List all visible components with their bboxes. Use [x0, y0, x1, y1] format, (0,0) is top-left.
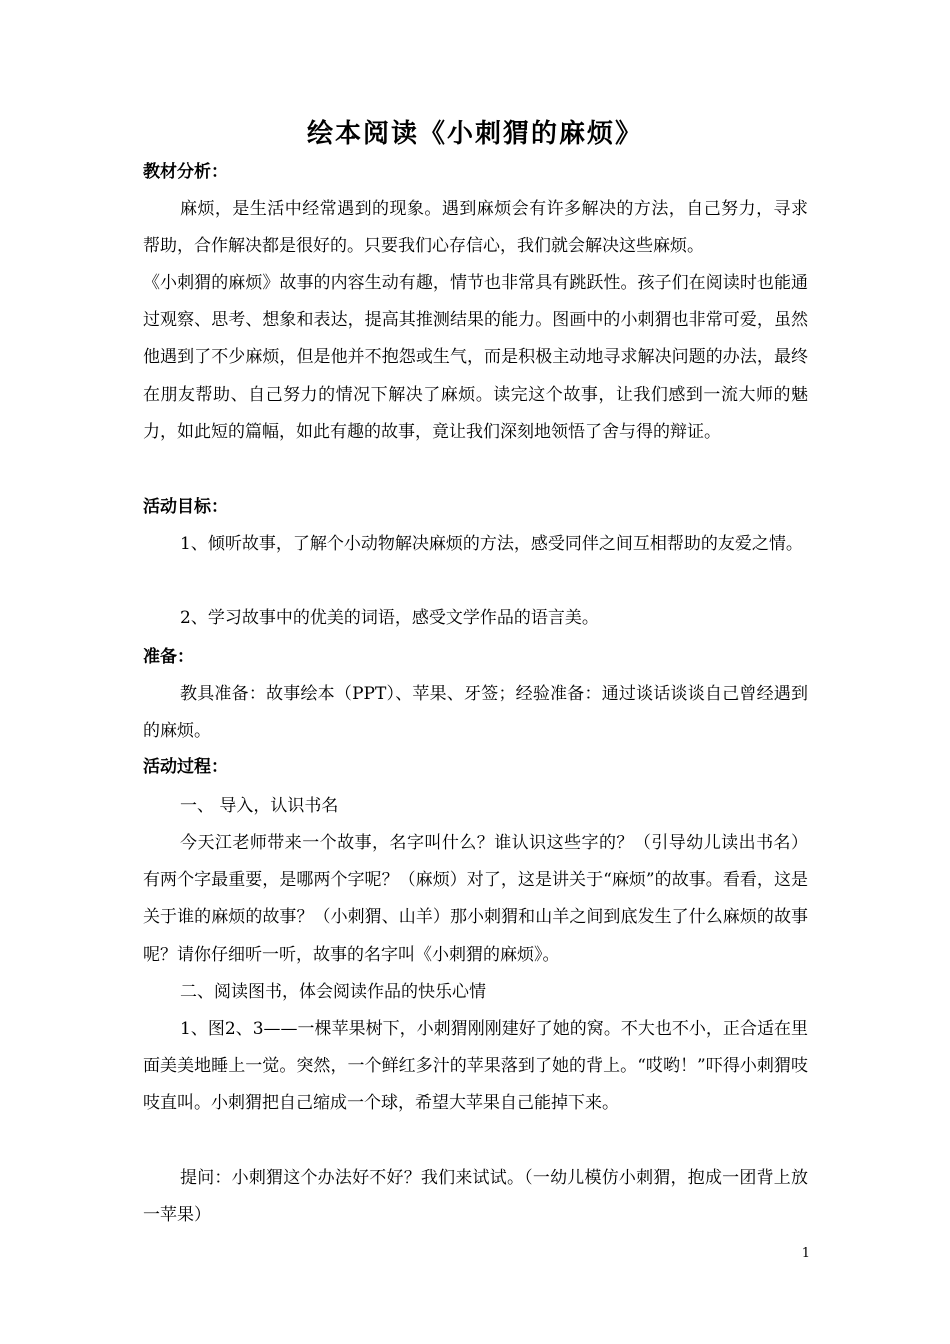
- document-title: 绘本阅读《小刺猬的麻烦》: [306, 119, 643, 149]
- step-1-paragraph: 今天江老师带来一个故事，名字叫什么？谁认识这些字的？（引导幼儿读出书名）有两个字最重要，是哪两个字呢？（麻烦）对了，这是讲关于“麻烦”的故事。看看，这是关于谁的麻烦的故事？（小刺猬、山羊）那小刺猬和山羊之间到底发生了什么麻烦的故事呢？请你仔细听一听，故事的名字叫《小刺猬的麻烦》。: [143, 833, 808, 965]
- step-1-title: 一、 导入，认识书名: [180, 796, 339, 816]
- section-heading-goals: 活动目标：: [143, 497, 228, 517]
- goal-item-1: 1、倾听故事，了解个小动物解决麻烦的方法，感受同伴之间互相帮助的友爱之情。: [180, 534, 803, 554]
- step-2-title: 二、阅读图书，体会阅读作品的快乐心情: [180, 982, 486, 1002]
- goal-item-2: 2、学习故事中的优美的词语，感受文学作品的语言美。: [180, 608, 599, 628]
- step-2-paragraph-2: 提问：小刺猬这个办法好不好？我们来试试。（一幼儿模仿小刺猬，抱成一团背上放一苹果）: [143, 1168, 808, 1226]
- page-number: 1: [801, 1246, 810, 1261]
- section-heading-process: 活动过程：: [143, 757, 228, 777]
- preparation-paragraph: 教具准备：故事绘本（PPT）、苹果、牙签；经验准备：通过谈话谈谈自己曾经遇到的麻烦。: [143, 684, 808, 742]
- section-heading-preparation: 准备：: [143, 647, 194, 667]
- section-heading-analysis: 教材分析：: [143, 162, 228, 182]
- analysis-paragraph-1: 麻烦，是生活中经常遇到的现象。遇到麻烦会有许多解决的方法，自己努力，寻求帮助，合作解决都是很好的。只要我们心存信心，我们就会解决这些麻烦。: [143, 199, 808, 257]
- analysis-paragraph-2: 《小刺猬的麻烦》故事的内容生动有趣，情节也非常具有跳跃性。孩子们在阅读时也能通过观察、思考、想象和表达，提高其推测结果的能力。图画中的小刺猬也非常可爱，虽然他遇到了不少麻烦，但是他并不抱怨或生气，而是积极主动地寻求解决问题的办法，最终在朋友帮助、自己努力的情况下解决了麻烦。读完这个故事，让我们感到一流大师的魅力，如此短的篇幅，如此有趣的故事，竟让我们深刻地领悟了舍与得的辩证。: [143, 273, 808, 442]
- step-2-paragraph-1: 1、图2、3——一棵苹果树下，小刺猬刚刚建好了她的窝。不大也不小，正合适在里面美美地睡上一觉。突然，一个鲜红多汁的苹果落到了她的背上。“哎哟！”吓得小刺猬吱吱直叫。小刺猬把自己缩成一个球，希望大苹果自己能掉下来。: [143, 1019, 808, 1114]
